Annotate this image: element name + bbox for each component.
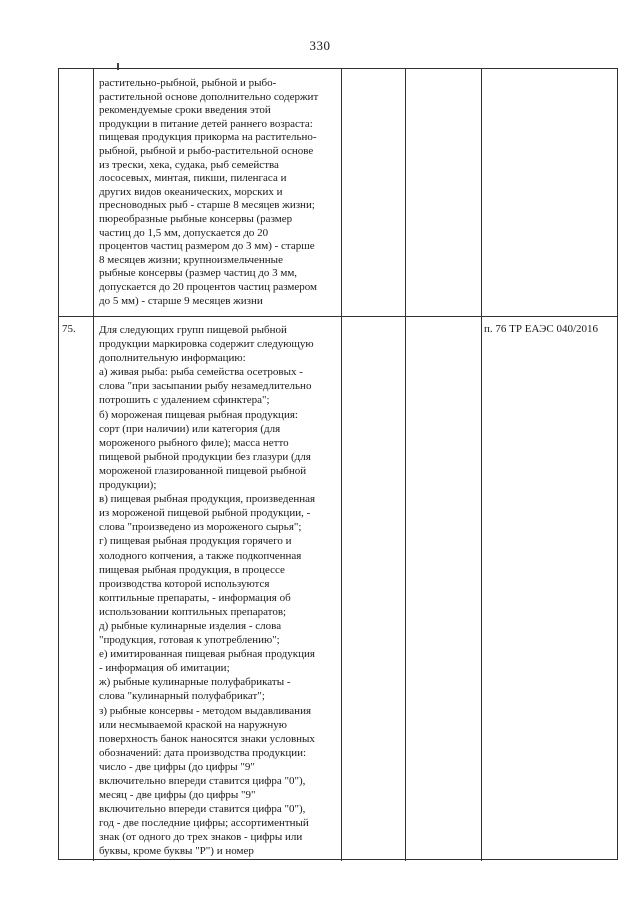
table-row [59,317,617,861]
row-number: 75. [62,323,76,335]
column-divider [405,317,406,861]
column-divider [481,69,482,316]
requirement-text: растительно-рыбной, рыбной и рыбо- растительной основе дополнительно содержит рекомендуемые сроки введения этой продукции в питание детей раннего возраста: пищевая продукция прикорма на растительно- рыбной, рыбной и рыбо-растительной основе из трески, хека, судака, рыб семейства лососевых, минтая, пикши, пиленгаса и других видов океанических, морских и пресноводных рыб - старше 8 месяцев жизни; пюреобразные рыбные консервы (размер частиц до 1,5 мм, допускается до 20 процентов частиц размером до 3 мм) - старше 8 месяцев жизни; крупноизмельченные рыбные консервы (размер частиц до 3 мм, допускается до 20 процентов частиц размером до 5 мм) - старше 9 месяцев жизни [99,77,319,307]
column-divider [405,69,406,316]
requirements-table [58,68,618,860]
page-number: 330 [309,38,331,53]
column-divider [341,317,342,861]
column-divider [93,317,94,861]
table-row [59,69,617,317]
regulation-reference: п. 76 ТР ЕАЭС 040/2016 [484,323,599,335]
column-divider [341,69,342,316]
requirement-text: Для следующих групп пищевой рыбной продукции маркировка содержит следующую дополнительную информацию: а) живая рыба: рыба семейства осетровых - слова "при засыпании рыбу незамедлительно потрошить с удалением сфинктера"; б) мороженая пищевая рыбная продукция: сорт (при наличии) или категория (для мороженого рыбного филе); масса нетто пищевой рыбной продукции без глазури (для мороженой глазированной пищевой рыбной продукции); в) пищевая рыбная продукция, произведенная из мороженой пищевой рыбной продукции, - слова "произведено из мороженого сырья"; г) пищевая рыбная продукция горячего и холодного копчения, а также подкопченная пищевая рыбная продукция, в процессе производства которой используются коптильные препараты, - информация об использовании коптильных препаратов; д) рыбные кулинарные изделия - слова "продукция, готовая к употреблению"; е) имитированная пищевая рыбная продукция - информация об имитации; ж) рыбные кулинарные полуфабрикаты - слова "кулинарный полуфабрикат"; з) рыбные консервы - методом выдавливания или несмываемой краской на наружную поверхность банок наносятся знаки условных обозначений: дата производства продукции: число - две цифры (до цифры "9" включительно впереди ставится цифра "0"), месяц - две цифры (до цифры "9" включительно впереди ставится цифра "0"), год - две последние цифры; ассортиментный знак (от одного до трех знаков - цифры или буквы, кроме буквы "Р") и номер [99,324,316,858]
column-divider [481,317,482,861]
column-divider [93,69,94,316]
